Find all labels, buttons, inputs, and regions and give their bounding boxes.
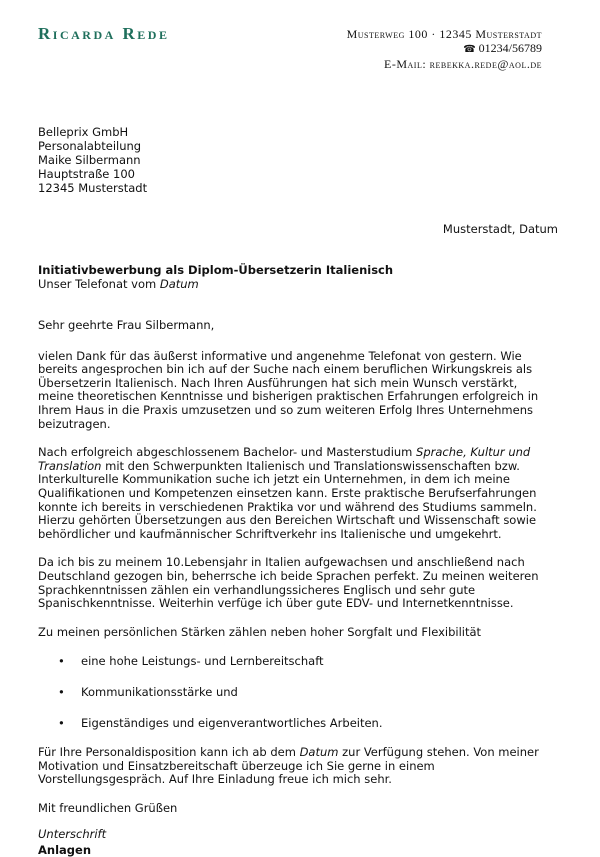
paragraph-strengths-intro: Zu meinen persönlichen Stärken zählen neben hoher Sorgfalt und Flexibilität xyxy=(38,624,482,639)
study-program-name: Sprache, Kultur und Translation xyxy=(38,445,531,473)
paragraph-languages: Da ich bis zu meinem 10.Lebensjahr in Italien aufgewachsen und anschließend nach Deutschland gezogen bin, beherrsche ich beide Sprachen perfekt. Zu meinen weiteren Sprachkenntnissen zählen ein verhandlungssicheres Englisch und sehr gute Spanischkenntnisse. Weiterhin verfüge ich über gute EDV- und Internetkenntnisse. xyxy=(38,555,539,611)
recipient-contact: Maike Silbermann xyxy=(38,153,141,167)
telephone-icon: ☎ xyxy=(463,44,476,55)
sender-phone: 01234/56789 xyxy=(478,41,542,55)
paragraph-thanks: vielen Dank für das äußerst informative und angenehme Telefonat von gestern. Wie bereits angesprochen bin ich auf der Suche nach einem beruflichen Wirkungskreis als Übersetzerin Italienisch. Nach Ihren Ausführungen hat sich mein Wunsch verstärkt, meine theoretischen Kenntnisse und bisherigen praktischen Erfahrungen erfolgreich in Ihrem Haus in die Praxis umzusetzen und so zum weiteren Erfolg Ihres Unternehmens beizutragen. xyxy=(38,348,539,431)
recipient-street: Hauptstraße 100 xyxy=(38,167,135,181)
sender-name: Ricarda Rede xyxy=(38,24,170,43)
sender-contact-block xyxy=(347,27,542,71)
paragraph-education xyxy=(38,446,556,541)
list-item: • Eigenständiges und eigenverantwortliches Arbeiten. xyxy=(38,717,556,748)
paragraph-availability-end: zur Verfügung stehen. Von meiner Motivation und Einsatzbereitschaft überzeuge ich Sie gerne in einem Vorstellungsgespräch. Auf Ihre Einladung freue ich mich sehr. xyxy=(38,745,539,787)
paragraph-availability xyxy=(38,746,556,787)
salutation: Sehr geehrte Frau Silbermann, xyxy=(38,318,215,332)
strengths-list xyxy=(38,655,556,748)
availability-date: Datum xyxy=(299,745,339,760)
paragraph-education-start: Nach erfolgreich abgeschlossenem Bachelor- und Masterstudium xyxy=(38,445,417,460)
subject-reference-prefix: Unser Telefonat vom xyxy=(38,277,160,291)
recipient-company: Belleprix GmbH xyxy=(38,125,129,139)
sender-phone-line xyxy=(347,41,542,57)
closing: Mit freundlichen Grüßen xyxy=(38,801,178,816)
attachments-label: Anlagen xyxy=(38,843,92,857)
signature: Unterschrift xyxy=(38,826,107,841)
list-item: • eine hohe Leistungs- und Lernbereitschaft xyxy=(38,655,556,686)
recipient-city: 12345 Musterstadt xyxy=(38,181,148,195)
list-item: • Kommunikationsstärke und xyxy=(38,686,556,717)
sender-address: Musterweg 100 · 12345 Musterstadt xyxy=(346,27,542,41)
recipient-address xyxy=(38,125,147,195)
subject-reference-date: Datum xyxy=(159,277,199,291)
subject-title: Initiativbewerbung als Diplom-Übersetzerin Italienisch xyxy=(38,263,394,277)
letter-body xyxy=(38,319,556,856)
paragraph-availability-start: Für Ihre Personaldisposition kann ich ab dem xyxy=(38,745,300,760)
paragraph-education-end: mit den Schwerpunkten Italienisch und Translationswissenschaften bzw. Interkulturelle Kommunikation suche ich jetzt ein Unternehmen, in dem ich meine Qualifikationen und Kompetenzen einsetzen kann. Erste praktische Berufserfahrungen konnte ich bereits in verschiedenen Praktika vor und während des Studiums sammeln. Hierzu gehörten Übersetzungen aus den Bereichen Wirtschaft und Wissenschaft sowie behördlicher und kaufmännischer Schriftverkehr ins Italienische und umgekehrt. xyxy=(38,458,537,541)
sender-email: E-Mail: rebekka.rede@aol.de xyxy=(384,57,542,71)
subject-block xyxy=(38,263,393,291)
recipient-department: Personalabteilung xyxy=(38,139,142,153)
subject-reference xyxy=(38,277,393,291)
place-date: Musterstadt, Datum xyxy=(442,222,558,236)
